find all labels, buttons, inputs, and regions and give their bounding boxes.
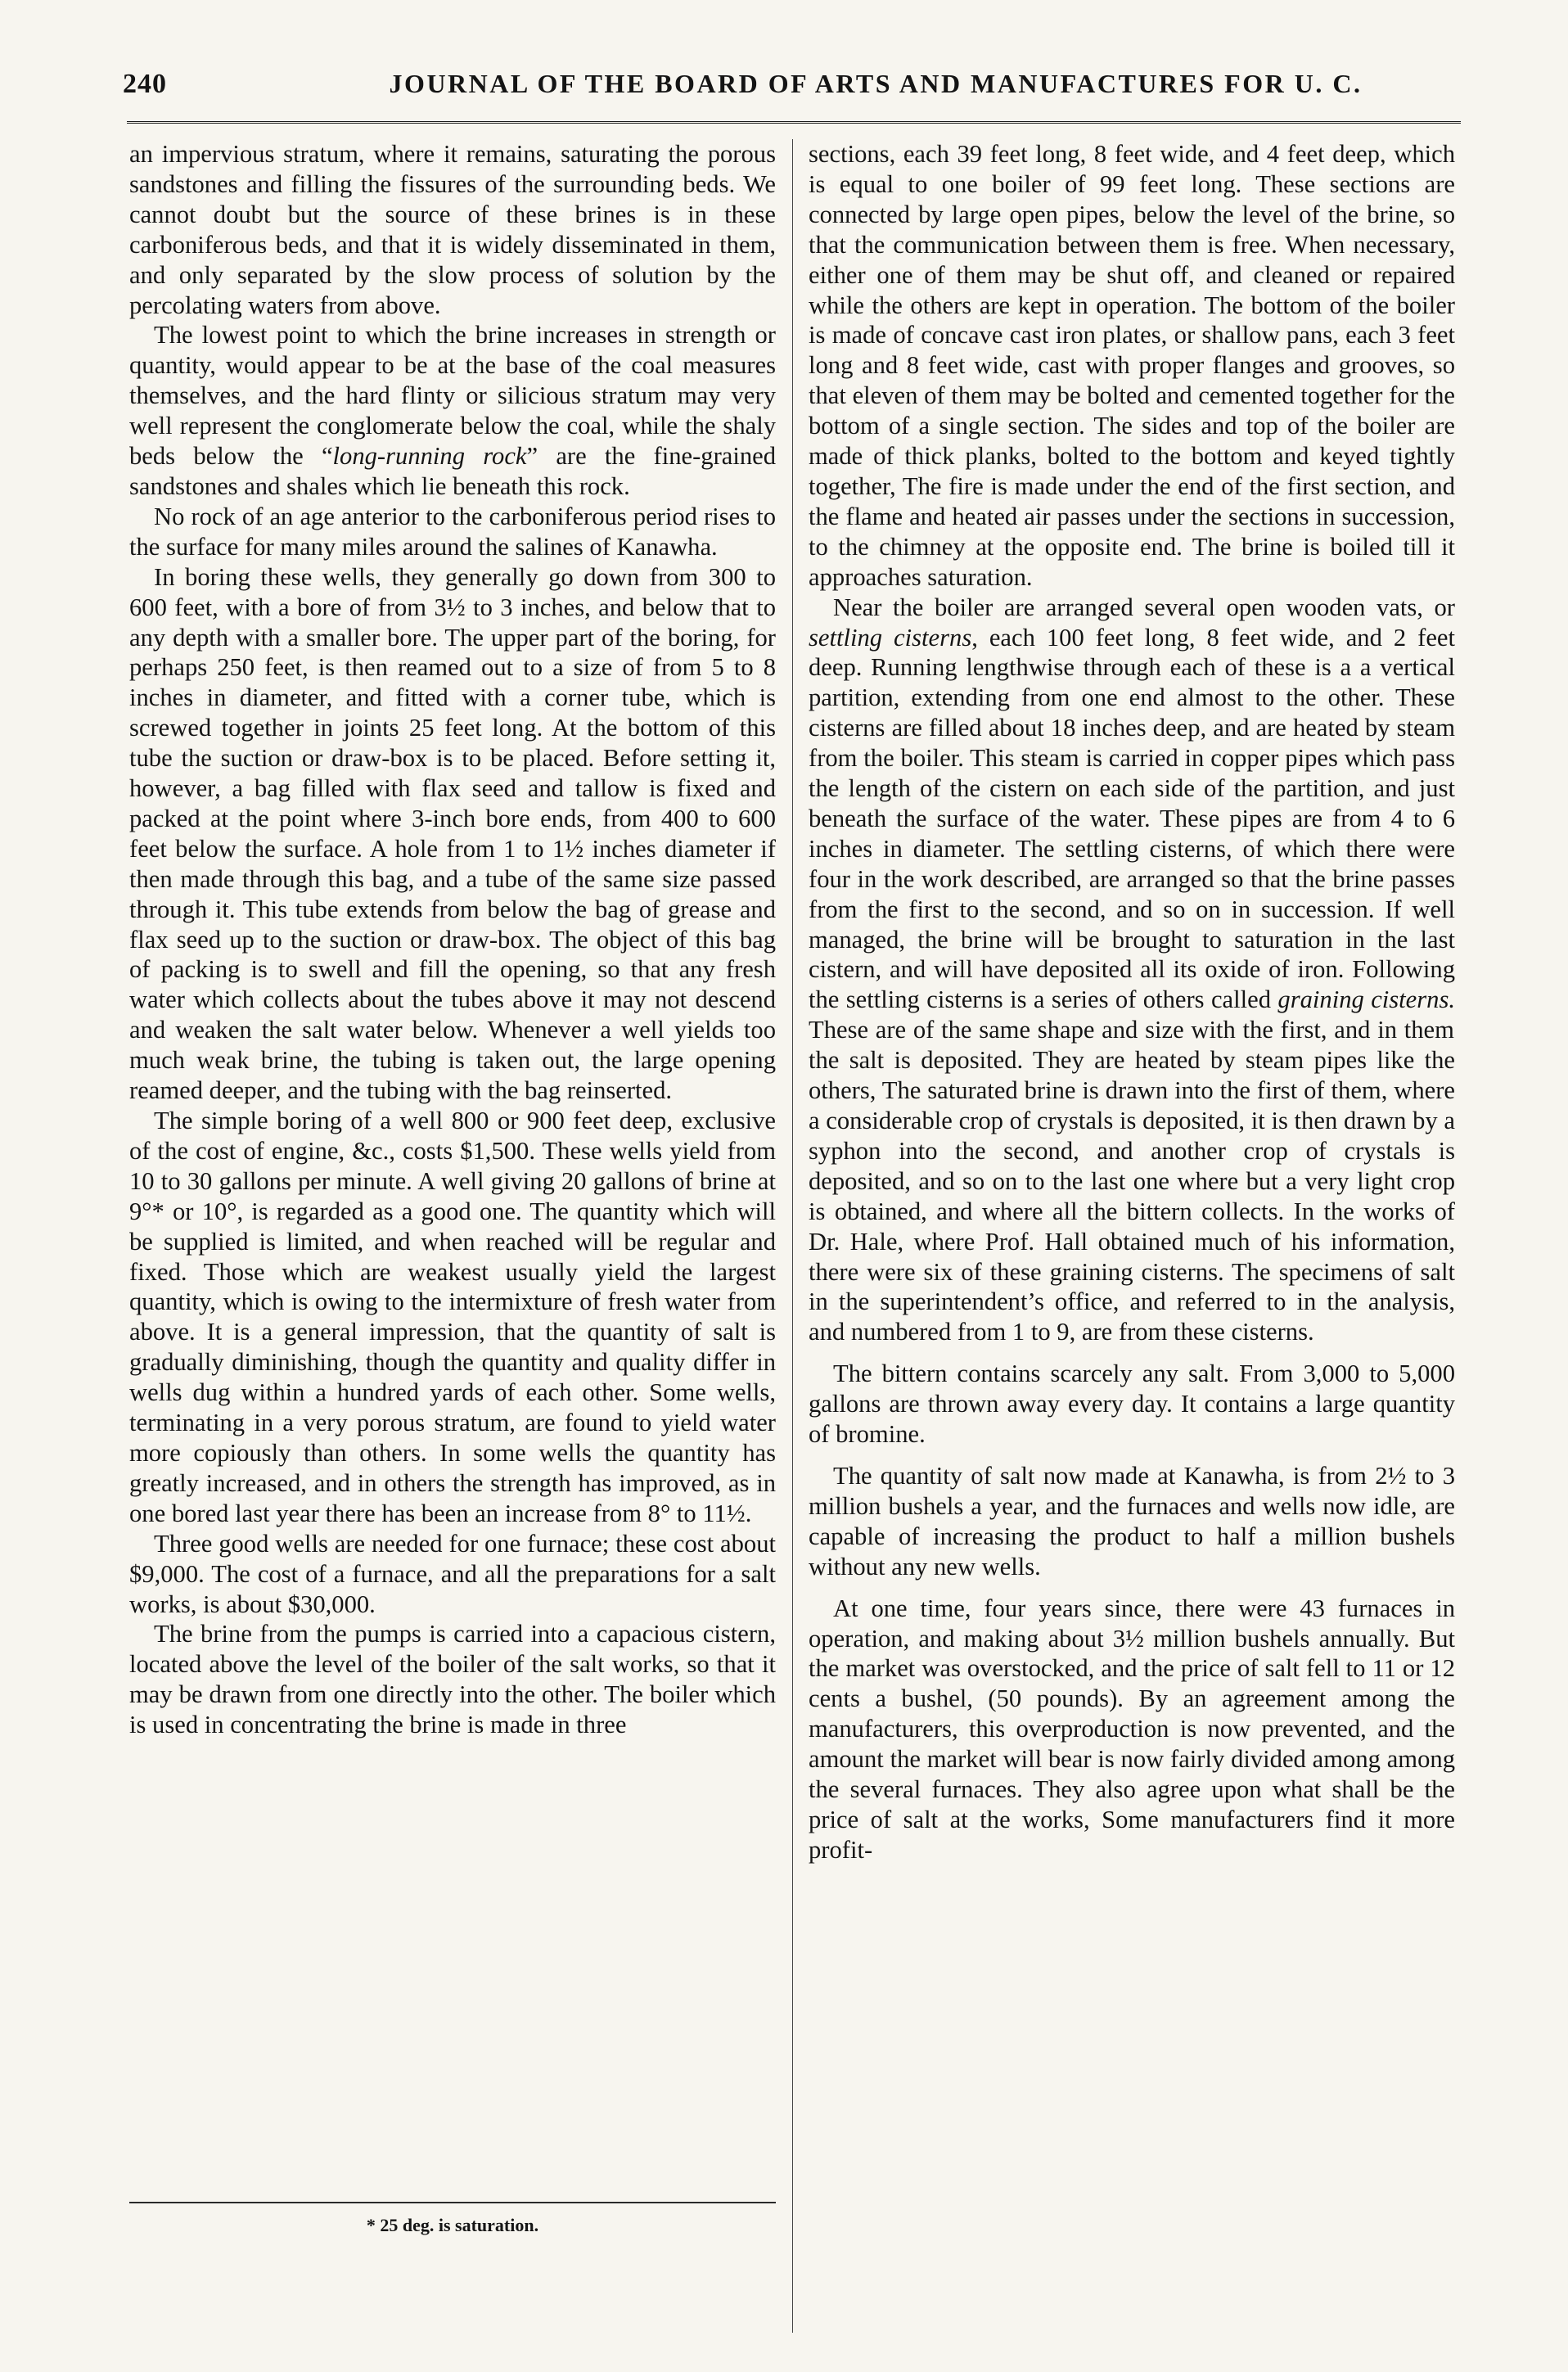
paragraph-text: , each 100 feet long, 8 feet wide, and 2 feet deep. Running lengthwise through each of these is a a vertical partition, extending from one end almost to the other. These cisterns are filled about 18 inches deep, and are heated by steam from the boiler. This steam is carried in copper pipes which pass the length of the cistern on each side of the partition, and just beneath the surface of the water. These pipes are from 4 to 6 inches in diameter. The settling cisterns, of which there were four in the work described, are arranged so that the brine passes from the first to the second, and so on in succession. If well managed, the brine will be brought to saturation in the last cistern, and will have deposited all its oxide of iron. Following the settling cisterns is a series of others called [809,623,1455,1014]
paragraph: sections, each 39 feet long, 8 feet wide, and 4 feet deep, which is equal to one boiler of 99 feet long. These sections are connected by large open pipes, below the level of the brine, so that the communication between them is free. When necessary, either one of them may be shut off, and cleaned or repaired while the others are kept in operation. The bottom of the boiler is made of concave cast iron plates, or shallow pans, each 3 feet long and 8 feet wide, cast with proper flanges and grooves, so that eleven of them may be bolted and cemented together for the bottom of a single section. The sides and top of the boiler are made of thick planks, bolted to the bottom and keyed tightly together, The fire is made under the end of the first section, and the flame and heated air passes under the sections in succession, to the chimney at the opposite end. The brine is boiled till it approaches saturation. [809,140,1455,591]
paragraph: In boring these wells, they generally go down from 300 to 600 feet, with a bore of from 3½ to 3 inches, and below that to any depth with a smaller bore. The upper part of the boring, for perhaps 250 feet, is then reamed out to a size of from 5 to 8 inches in diameter, and fitted with a corner tube, which is screwed together in joints 25 feet long. At the bottom of this tube the suction or draw-box is to be placed. Before setting it, however, a bag filled with flax seed and tallow is fixed and packed at the point where 3-inch bore ends, from 400 to 600 feet below the surface. A hole from 1 to 1½ inches diameter if then made through this bag, and a tube of the same size passed through it. This tube extends from below the bag of grease and flax seed up to the suction or draw-box. The object of this bag of packing is to swell and fill the opening, so that any fresh water which collects about the tubes above it may not descend and weaken the salt water below. Whenever a well yields too much weak brine, the tubing is taken out, the large opening reamed deeper, and the tubing with the bag reinserted. [129,562,776,1105]
paragraph-text: Near the boiler are arranged several open wooden vats, or [833,593,1455,621]
paragraph: At one time, four years since, there were 43 furnaces in operation, and making about 3½ million bushels annually. But the market was overstocked, and the price of salt fell to 11 or 12 cents a bushel, (50 pounds). By an agreement among the manufacturers, this overproduction is now prevented, and the amount the market will bear is now fairly divided among among the several furnaces. They also agree upon what shall be the price of salt at the works, Some manufacturers find it more profit- [809,1594,1455,1864]
running-title: JOURNAL OF THE BOARD OF ARTS AND MANUFACTURES FOR U. C. [389,69,1363,98]
column-divider [792,139,793,2333]
page-header [123,64,1465,110]
paragraph: Three good wells are needed for one furnace; these cost about $9,000. The cost of a furnace, and all the preparations for a salt works, is about $30,000. [129,1529,776,1618]
paragraph [129,320,776,501]
paragraph-text: ” are the fine-grained sandstones and shales which lie beneath this rock. [129,442,777,500]
paragraph: The brine from the pumps is carried into a capacious cistern, located above the level of the boiler of the salt works, so that it may be drawn from one directly into the other. The boiler which is used in concentrating the brine is made in three [129,1620,776,1739]
paragraph: an impervious stratum, where it remains, saturating the porous sandstones and filling the fissures of the surrounding beds. We cannot doubt but the source of these brines is in these carboniferous beds, and that it is widely disseminated in them, and only separated by the slow process of solution by the percolating waters from above. [129,140,776,319]
left-column [129,139,776,1740]
italic-term: graining cisterns. [1277,985,1456,1014]
paragraph: The bittern contains scarcely any salt. From 3,000 to 5,000 gallons are thrown away every day. It contains a large quantity of bromine. [809,1360,1455,1449]
italic-term: long-running rock [332,442,527,471]
paragraph: The quantity of salt now made at Kanawha, is from 2½ to 3 million bushels a year, and the furnaces and wells now idle, are capable of increasing the product to half a million bushels without any new wells. [809,1461,1455,1581]
paragraph: The simple boring of a well 800 or 900 feet deep, exclusive of the cost of engine, &c., costs $1,500. These wells yield from 10 to 30 gallons per minute. A well giving 20 gallons of brine at 9°* or 10°, is regarded as a good one. The quantity which will be supplied is limited, and when reached will be regular and fixed. Those which are weakest usually yield the largest quantity, which is owing to the intermixture of fresh water from above. It is a general impression, that the quantity of salt is gradually diminishing, though the quantity and quality differ in wells dug within a hundred yards of each other. Some wells, terminating in a very porous stratum, are found to yield water more copiously than others. In some wells the quantity has greatly increased, and in others the strength has improved, as in one bored last year there has been an increase from 8° to 11½. [129,1107,776,1527]
header-double-rule [127,121,1461,124]
paragraph: No rock of an age anterior to the carboniferous period rises to the surface for many miles around the salines of Kanawha. [129,502,776,561]
paragraph-text: The lowest point to which the brine increases in strength or quantity, would appear to be at the base of the coal measures themselves, and the hard flinty or silicious stratum may very well represent the conglomerate below the coal, while the shaly beds below the “ [129,321,776,471]
right-column [809,139,1455,1865]
footnote: * 25 deg. is saturation. [366,2215,539,2235]
footnote-rule [129,2202,776,2203]
page-number: 240 [123,69,167,99]
paragraph-text: These are of the same shape and size with the first, and in them the salt is deposited. They are heated by steam pipes like the others, The saturated brine is drawn into the first of them, where a considerable crop of crystals is deposited, it is then drawn by a syphon into the second, and another crop of crystals is deposited, and so on to the last one where but a very light crop is obtained, and where all the bittern collects. In the works of Dr. Hale, where Prof. Hall obtained much of his information, there were six of these graining cisterns. The specimens of salt in the superintendent’s office, and referred to in the analysis, and numbered from 1 to 9, are from these cisterns. [809,1016,1455,1346]
paragraph [809,593,1455,1348]
italic-term: settling cisterns [809,623,972,652]
